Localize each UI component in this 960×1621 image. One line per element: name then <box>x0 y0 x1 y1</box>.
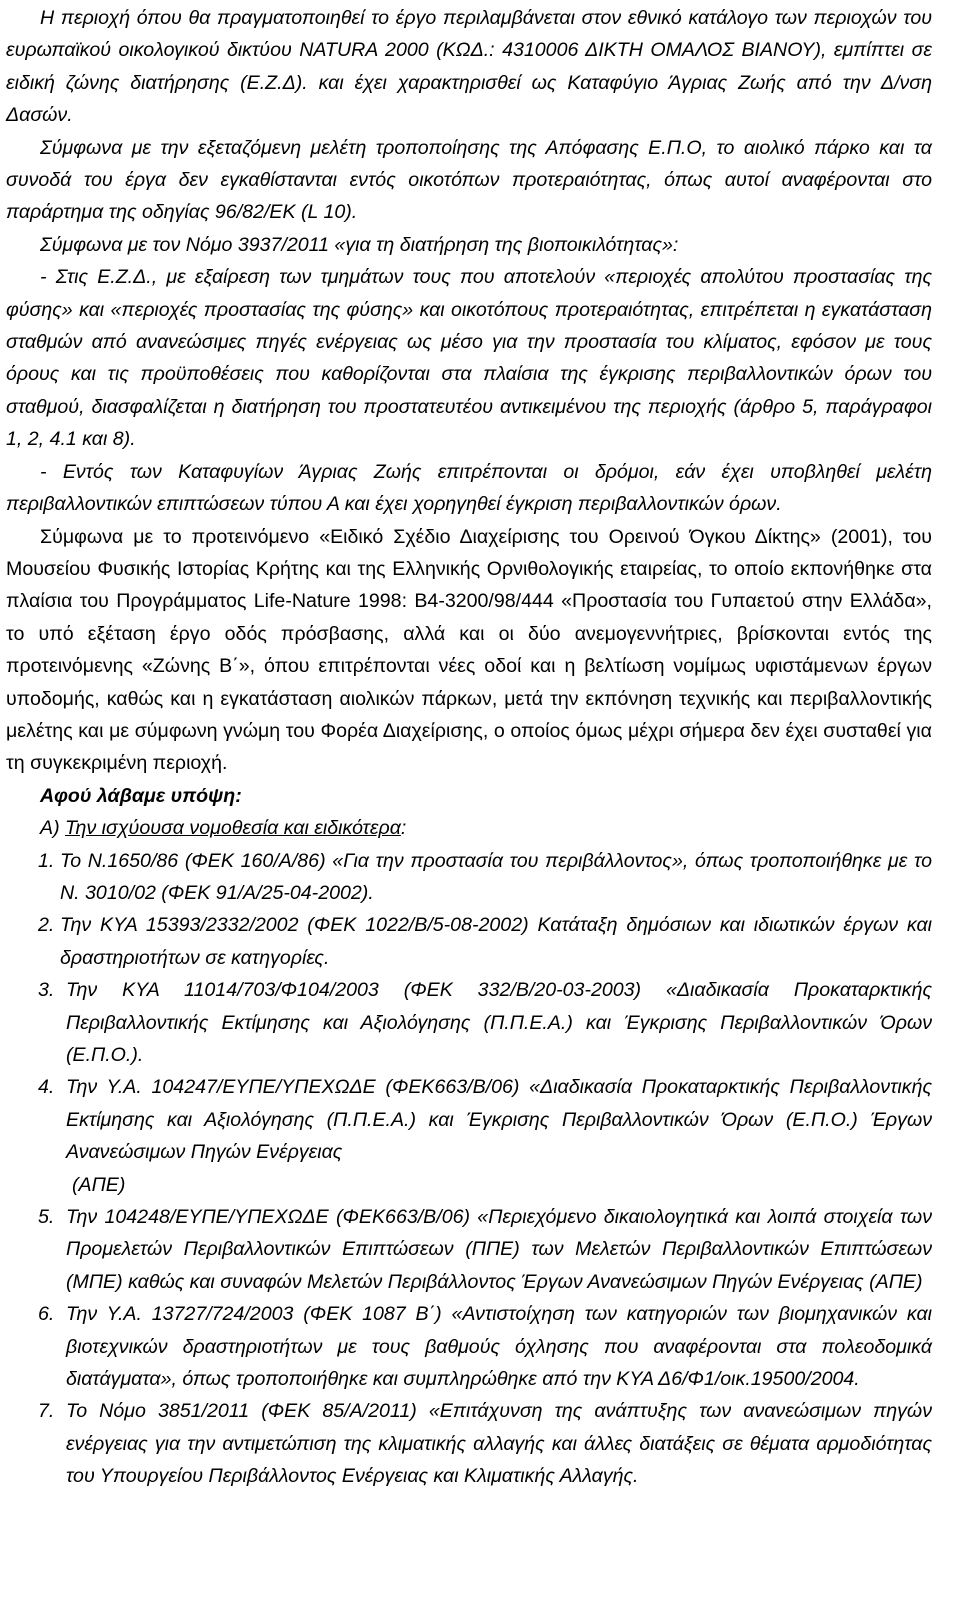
list-item <box>6 1071 932 1201</box>
subheading-letter: Α) <box>40 817 60 840</box>
list-item <box>6 1201 932 1298</box>
list-item-text: Την 104248/ΕΥΠΕ/ΥΠΕΧΩΔΕ (ΦΕΚ663/Β/06) «Περιεχόμενο δικαιολογητικά και λοιπά στοιχεία των Προμελετών Περιβαλλοντικών Επιπτώσεων (ΠΠΕ) των Μελετών Περιβαλλοντικών Επιπτώσεων (ΜΠΕ) καθώς και συναφών Μελετών Περιβάλλοντος Έργων Ανανεώσιμων Πηγών Ενέργειας (ΑΠΕ) <box>66 1206 932 1293</box>
list-item <box>6 845 932 910</box>
considerations-heading: Αφού λάβαμε υπόψη: <box>40 784 242 807</box>
list-item <box>6 909 932 974</box>
paragraph-wildlife-roads: - Εντός των Καταφυγίων Άγριας Ζωής επιτρέπονται οι δρόμοι, εάν έχει υποβληθεί μελέτη περιβαλλοντικών επιπτώσεων τύπου Α και έχει χορηγηθεί έγκριση περιβαλλοντικών όρων. <box>6 460 932 516</box>
list-item <box>6 974 932 1071</box>
paragraph-law-3937: Σύμφωνα με τον Νόμο 3937/2011 «για τη διατήρηση της βιοποικιλότητας»: <box>40 233 679 256</box>
paragraph-natura: Η περιοχή όπου θα πραγματοποιηθεί το έργο περιλαμβάνεται στον εθνικό κατάλογο των περιοχών του ευρωπαϊκού οικολογικού δικτύου NATURA 2000 (ΚΩΔ.: 4310006 ΔΙΚΤΗ ΟΜΑΛΟΣ ΒΙΑΝΟΥ), εμπίπτει σε ειδική ζώνης διατήρησης (Ε.Ζ.Δ). και έχει χαρακτηρισθεί ως Καταφύγιο Άγριας Ζωής από την Δ/νση Δασών. <box>6 7 932 127</box>
list-item <box>6 1298 932 1395</box>
subheading-colon: : <box>400 817 407 840</box>
list-item-number: 4. <box>38 1076 55 1099</box>
list-item-text: Την Υ.Α. 13727/724/2003 (ΦΕΚ 1087 Β΄) «Αντιστοίχηση των κατηγοριών των βιομηχανικών και βιοτεχνικών δραστηριοτήτων με τους βαθμούς όχλησης που αναφέρονται στα πολεοδομικά διατάγματα», όπως τροποποιήθηκε και συμπληρώθηκε από την ΚΥΑ Δ6/Φ1/οικ.19500/2004. <box>66 1303 932 1391</box>
list-item-text: Το Νόμο 3851/2011 (ΦΕΚ 85/Α/2011) «Επιτάχυνση της ανάπτυξης των ανανεώσιμων πηγών ενέργειας για την αντιμετώπιση της κλιματικής αλλαγής και άλλες διατάξεις σε θέματα αρμοδιότητας του Υπουργείου Περιβάλλοντος Ενέργειας και Κλιματικής Αλλαγής. <box>66 1400 932 1488</box>
list-item-text: Το Ν.1650/86 (ΦΕΚ 160/Α/86) «Για την προστασία του περιβάλλοντος», όπως τροποποιήθηκε με το Ν. 3010/02 (ΦΕΚ 91/Α/25-04-2002). <box>60 849 932 904</box>
subheading-text: Την ισχύουσα νομοθεσία και ειδικότερα <box>65 817 401 840</box>
list-item-number: 3. <box>38 979 55 1002</box>
list-item-text: Την Υ.Α. 104247/ΕΥΠΕ/ΥΠΕΧΩΔΕ (ΦΕΚ663/Β/06) «Διαδικασία Προκαταρκτικής Περιβαλλοντικής Εκτίμησης και Αξιολόγησης (Π.Π.Ε.Α.) και Έγκρισης Περιβαλλοντικών Όρων (Ε.Π.Ο.) Έργων Ανανεώσιμων Πηγών Ενέργειας <box>66 1076 932 1164</box>
list-item-number: 6. <box>38 1303 55 1326</box>
paragraph-management-plan: Σύμφωνα με το προτεινόμενο «Ειδικό Σχέδιο Διαχείρισης του Ορεινού Όγκου Δίκτης» (2001), του Μουσείου Φυσικής Ιστορίας Κρήτης και της Ελληνικής Ορνιθολογικής εταιρείας, το οποίο εκπονήθηκε στα πλαίσια του Προγράμματος Life-Nature 1998: Β4-3200/98/444 «Προστασία του Γυπαετού στην Ελλάδα», το υπό εξέταση έργο οδός πρόσβασης, αλλά και οι δύο ανεμογεννήτριες, βρίσκονται εντός της προτεινόμενης «Ζώνης Β΄», όπου επιτρέπονται νέες οδοί και η βελτίωση νομίμως υφιστάμενων έργων υποδομής, καθώς και η εγκατάσταση αιολικών πάρκων, μετά την εκπόνηση τεχνικής και περιβαλλοντικής μελέτης και με σύμφωνη γνώμη του Φορέα Διαχείρισης, ο οποίος όμως μέχρι σήμερα δεν έχει συσταθεί για τη συγκεκριμένη περιοχή. <box>6 525 932 775</box>
legislation-subheading <box>6 812 932 844</box>
paragraph-ezd-rule: - Στις Ε.Ζ.Δ., με εξαίρεση των τμημάτων τους που αποτελούν «περιοχές απολύτου προστασίας της φύσης» και «περιοχές προστασίας της φύσης» και οικοτόπους προτεραιότητας, επιτρέπεται η εγκατάσταση σταθμών από ανανεώσιμες πηγές ενέργειας ως μέσο για την προστασία του κλίματος, εφόσον με τους όρους και τις προϋποθέσεις που καθορίζονται στα πλαίσια της έγκρισης περιβαλλοντικών όρων του σταθμού, διασφαλίζεται η διατήρηση του προστατευτέου αντικειμένου της περιοχής (άρθρο 5, παράγραφοι 1, 2, 4.1 και 8). <box>6 266 932 451</box>
list-item-number: 2. <box>38 914 55 937</box>
list-item-number: 7. <box>38 1400 55 1423</box>
list-item-extra: (ΑΠΕ) <box>72 1173 126 1196</box>
list-item-text: Την ΚΥΑ 15393/2332/2002 (ΦΕΚ 1022/Β/5-08-2002) Κατάταξη δημόσιων και ιδιωτικών έργων και δραστηριοτήτων σε κατηγορίες. <box>60 914 932 969</box>
paragraph-study: Σύμφωνα με την εξεταζόμενη μελέτη τροποποίησης της Απόφασης Ε.Π.Ο, το αιολικό πάρκο και τα συνοδά του έργα δεν εγκαθίστανται εντός οικοτόπων προτεραιότητας, όπως αυτοί αναφέρονται στο παράρτημα της οδηγίας 96/82/ΕΚ (L 10). <box>6 136 932 224</box>
list-item-number: 1. <box>38 849 55 872</box>
list-item-number: 5. <box>38 1206 55 1229</box>
list-item-text: Την ΚΥΑ 11014/703/Φ104/2003 (ΦΕΚ 332/Β/20-03-2003) «Διαδικασία Προκαταρκτικής Περιβαλλοντικής Εκτίμησης και Αξιολόγησης (Π.Π.Ε.Α.) και Έγκρισης Περιβαλλοντικών Όρων (Ε.Π.Ο.). <box>66 979 932 1066</box>
list-item <box>6 1395 932 1492</box>
